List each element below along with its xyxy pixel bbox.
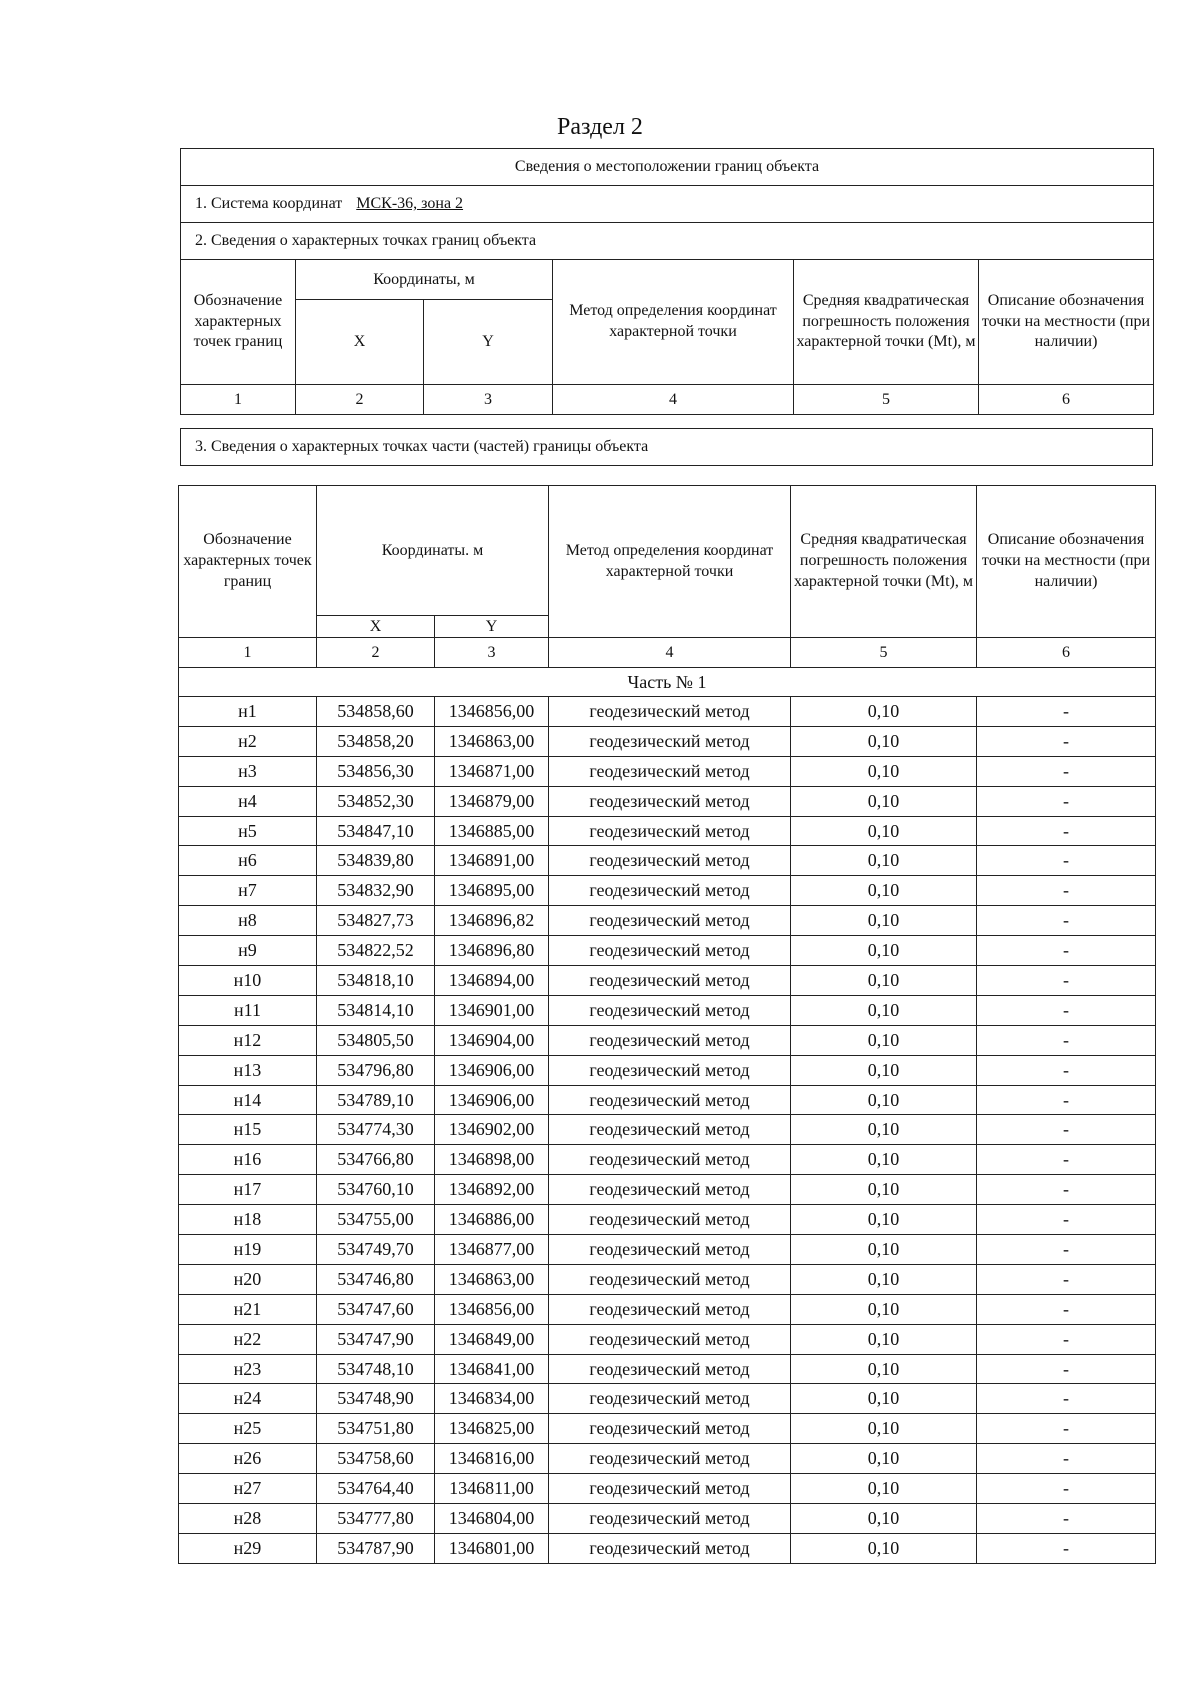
coord-x: 534755,00 bbox=[317, 1205, 435, 1235]
table-row bbox=[179, 936, 1156, 966]
coord-system-label: 1. Система координат bbox=[195, 195, 343, 212]
table-row bbox=[179, 1085, 1156, 1115]
coord-y: 1346871,00 bbox=[435, 756, 549, 786]
coord-x: 534818,10 bbox=[317, 966, 435, 996]
coord-x: 534805,50 bbox=[317, 1025, 435, 1055]
table-row bbox=[179, 995, 1156, 1025]
col-designation: Обозначение характерных точек границ bbox=[181, 260, 296, 385]
col-y: Y bbox=[424, 300, 553, 385]
method: геодезический метод bbox=[549, 1205, 791, 1235]
parts-header-table bbox=[180, 428, 1153, 466]
method: геодезический метод bbox=[549, 1264, 791, 1294]
point-id: н10 bbox=[179, 966, 317, 996]
coord-x: 534832,90 bbox=[317, 876, 435, 906]
error: 0,10 bbox=[791, 1175, 977, 1205]
coord-y: 1346885,00 bbox=[435, 816, 549, 846]
coord-x: 534748,10 bbox=[317, 1354, 435, 1384]
description: - bbox=[977, 995, 1156, 1025]
error: 0,10 bbox=[791, 756, 977, 786]
parts-header: 3. Сведения о характерных точках части (частей) границы объекта bbox=[181, 429, 1153, 466]
col-error: Средняя квадратическая погрешность положения характерной точки (Mt), м bbox=[794, 260, 979, 385]
coord-x: 534858,60 bbox=[317, 697, 435, 727]
table-row bbox=[179, 966, 1156, 996]
method: геодезический метод bbox=[549, 1533, 791, 1563]
point-id: н14 bbox=[179, 1085, 317, 1115]
table-row bbox=[179, 1533, 1156, 1563]
description: - bbox=[977, 1264, 1156, 1294]
method: геодезический метод bbox=[549, 726, 791, 756]
coord-y: 1346896,80 bbox=[435, 936, 549, 966]
table-row bbox=[179, 906, 1156, 936]
table-row bbox=[179, 1175, 1156, 1205]
col-num: 5 bbox=[791, 638, 977, 668]
col-num: 3 bbox=[424, 385, 553, 415]
coord-x: 534787,90 bbox=[317, 1533, 435, 1563]
col-y: Y bbox=[435, 616, 549, 638]
col-x: X bbox=[296, 300, 424, 385]
method: геодезический метод bbox=[549, 1055, 791, 1085]
point-id: н2 bbox=[179, 726, 317, 756]
error: 0,10 bbox=[791, 1145, 977, 1175]
coord-x: 534827,73 bbox=[317, 906, 435, 936]
table-row bbox=[179, 1264, 1156, 1294]
error: 0,10 bbox=[791, 1414, 977, 1444]
point-id: н23 bbox=[179, 1354, 317, 1384]
method: геодезический метод bbox=[549, 846, 791, 876]
error: 0,10 bbox=[791, 726, 977, 756]
col-method: Метод определения координат характерной точки bbox=[553, 260, 794, 385]
description: - bbox=[977, 1414, 1156, 1444]
col-coords: Координаты. м bbox=[317, 486, 549, 616]
point-id: н6 bbox=[179, 846, 317, 876]
col-x: X bbox=[317, 616, 435, 638]
point-id: н16 bbox=[179, 1145, 317, 1175]
coord-x: 534822,52 bbox=[317, 936, 435, 966]
points-header: 2. Сведения о характерных точках границ объекта bbox=[181, 223, 1154, 260]
error: 0,10 bbox=[791, 1205, 977, 1235]
coord-y: 1346906,00 bbox=[435, 1055, 549, 1085]
col-num: 4 bbox=[553, 385, 794, 415]
coord-x: 534839,80 bbox=[317, 846, 435, 876]
description: - bbox=[977, 1294, 1156, 1324]
method: геодезический метод bbox=[549, 1025, 791, 1055]
error: 0,10 bbox=[791, 1533, 977, 1563]
method: геодезический метод bbox=[549, 1115, 791, 1145]
coord-x: 534751,80 bbox=[317, 1414, 435, 1444]
table-row bbox=[179, 1145, 1156, 1175]
method: геодезический метод bbox=[549, 1324, 791, 1354]
method: геодезический метод bbox=[549, 1444, 791, 1474]
coord-y: 1346834,00 bbox=[435, 1384, 549, 1414]
point-id: н27 bbox=[179, 1474, 317, 1504]
section-title: Раздел 2 bbox=[557, 114, 643, 140]
error: 0,10 bbox=[791, 786, 977, 816]
table-row bbox=[179, 1504, 1156, 1534]
description: - bbox=[977, 1354, 1156, 1384]
description: - bbox=[977, 726, 1156, 756]
coord-y: 1346904,00 bbox=[435, 1025, 549, 1055]
col-error: Средняя квадратическая погрешность положения характерной точки (Mt), м bbox=[791, 486, 977, 638]
location-header: Сведения о местоположении границ объекта bbox=[181, 149, 1154, 186]
error: 0,10 bbox=[791, 1324, 977, 1354]
method: геодезический метод bbox=[549, 1145, 791, 1175]
point-id: н18 bbox=[179, 1205, 317, 1235]
coord-y: 1346801,00 bbox=[435, 1533, 549, 1563]
description: - bbox=[977, 1115, 1156, 1145]
coord-x: 534856,30 bbox=[317, 756, 435, 786]
table-row bbox=[179, 1025, 1156, 1055]
description: - bbox=[977, 756, 1156, 786]
method: геодезический метод bbox=[549, 786, 791, 816]
method: геодезический метод bbox=[549, 697, 791, 727]
error: 0,10 bbox=[791, 1235, 977, 1265]
table-row bbox=[179, 1115, 1156, 1145]
method: геодезический метод bbox=[549, 1354, 791, 1384]
point-id: н9 bbox=[179, 936, 317, 966]
description: - bbox=[977, 966, 1156, 996]
coord-y: 1346811,00 bbox=[435, 1474, 549, 1504]
error: 0,10 bbox=[791, 906, 977, 936]
table-row bbox=[179, 786, 1156, 816]
table-row bbox=[179, 726, 1156, 756]
point-id: н13 bbox=[179, 1055, 317, 1085]
coord-y: 1346895,00 bbox=[435, 876, 549, 906]
coord-x: 534748,90 bbox=[317, 1384, 435, 1414]
point-id: н8 bbox=[179, 906, 317, 936]
coord-x: 534852,30 bbox=[317, 786, 435, 816]
error: 0,10 bbox=[791, 1474, 977, 1504]
error: 0,10 bbox=[791, 876, 977, 906]
coord-y: 1346901,00 bbox=[435, 995, 549, 1025]
coord-y: 1346804,00 bbox=[435, 1504, 549, 1534]
method: геодезический метод bbox=[549, 1294, 791, 1324]
table-row bbox=[179, 1354, 1156, 1384]
coord-x: 534747,90 bbox=[317, 1324, 435, 1354]
method: геодезический метод bbox=[549, 876, 791, 906]
col-num: 5 bbox=[794, 385, 979, 415]
coord-y: 1346841,00 bbox=[435, 1354, 549, 1384]
coord-x: 534796,80 bbox=[317, 1055, 435, 1085]
description: - bbox=[977, 1175, 1156, 1205]
table-row bbox=[179, 846, 1156, 876]
point-id: н4 bbox=[179, 786, 317, 816]
point-id: н17 bbox=[179, 1175, 317, 1205]
table-row bbox=[179, 1235, 1156, 1265]
col-description: Описание обозначения точки на местности (при наличии) bbox=[979, 260, 1154, 385]
point-id: н5 bbox=[179, 816, 317, 846]
col-num: 6 bbox=[979, 385, 1154, 415]
col-designation: Обозначение характерных точек границ bbox=[179, 486, 317, 638]
table-row bbox=[179, 1414, 1156, 1444]
point-id: н7 bbox=[179, 876, 317, 906]
col-num: 2 bbox=[296, 385, 424, 415]
method: геодезический метод bbox=[549, 906, 791, 936]
coord-system-row bbox=[181, 186, 1154, 223]
point-id: н11 bbox=[179, 995, 317, 1025]
description: - bbox=[977, 1533, 1156, 1563]
col-num: 6 bbox=[977, 638, 1156, 668]
error: 0,10 bbox=[791, 1504, 977, 1534]
description: - bbox=[977, 1504, 1156, 1534]
table-row bbox=[179, 1444, 1156, 1474]
method: геодезический метод bbox=[549, 756, 791, 786]
error: 0,10 bbox=[791, 697, 977, 727]
part-points-table bbox=[178, 485, 1156, 1564]
col-coords: Координаты, м bbox=[296, 260, 553, 300]
error: 0,10 bbox=[791, 1384, 977, 1414]
method: геодезический метод bbox=[549, 1175, 791, 1205]
description: - bbox=[977, 1145, 1156, 1175]
point-id: н20 bbox=[179, 1264, 317, 1294]
method: геодезический метод bbox=[549, 1384, 791, 1414]
table-row bbox=[179, 1205, 1156, 1235]
coord-y: 1346825,00 bbox=[435, 1414, 549, 1444]
coord-y: 1346906,00 bbox=[435, 1085, 549, 1115]
table-row bbox=[179, 1324, 1156, 1354]
table-row bbox=[179, 876, 1156, 906]
col-description: Описание обозначения точки на местности (при наличии) bbox=[977, 486, 1156, 638]
error: 0,10 bbox=[791, 816, 977, 846]
coord-y: 1346879,00 bbox=[435, 786, 549, 816]
coord-x: 534746,80 bbox=[317, 1264, 435, 1294]
error: 0,10 bbox=[791, 936, 977, 966]
error: 0,10 bbox=[791, 995, 977, 1025]
col-num: 3 bbox=[435, 638, 549, 668]
coord-y: 1346863,00 bbox=[435, 1264, 549, 1294]
point-id: н29 bbox=[179, 1533, 317, 1563]
col-method: Метод определения координат характерной точки bbox=[549, 486, 791, 638]
point-id: н12 bbox=[179, 1025, 317, 1055]
coord-y: 1346856,00 bbox=[435, 1294, 549, 1324]
table-row bbox=[179, 697, 1156, 727]
method: геодезический метод bbox=[549, 1504, 791, 1534]
rows-body bbox=[179, 697, 1156, 1564]
table-row bbox=[179, 756, 1156, 786]
coord-x: 534760,10 bbox=[317, 1175, 435, 1205]
error: 0,10 bbox=[791, 1444, 977, 1474]
coord-x: 534758,60 bbox=[317, 1444, 435, 1474]
table-row bbox=[179, 1294, 1156, 1324]
description: - bbox=[977, 786, 1156, 816]
coord-y: 1346892,00 bbox=[435, 1175, 549, 1205]
point-id: н15 bbox=[179, 1115, 317, 1145]
coord-y: 1346816,00 bbox=[435, 1444, 549, 1474]
table-row bbox=[179, 816, 1156, 846]
method: геодезический метод bbox=[549, 1235, 791, 1265]
coord-y: 1346886,00 bbox=[435, 1205, 549, 1235]
method: геодезический метод bbox=[549, 1085, 791, 1115]
coord-y: 1346902,00 bbox=[435, 1115, 549, 1145]
error: 0,10 bbox=[791, 1085, 977, 1115]
description: - bbox=[977, 1324, 1156, 1354]
method: геодезический метод bbox=[549, 936, 791, 966]
point-id: н28 bbox=[179, 1504, 317, 1534]
description: - bbox=[977, 1085, 1156, 1115]
method: геодезический метод bbox=[549, 1414, 791, 1444]
col-num: 4 bbox=[549, 638, 791, 668]
table-row bbox=[179, 1055, 1156, 1085]
error: 0,10 bbox=[791, 1115, 977, 1145]
coord-x: 534789,10 bbox=[317, 1085, 435, 1115]
coord-y: 1346894,00 bbox=[435, 966, 549, 996]
coord-y: 1346891,00 bbox=[435, 846, 549, 876]
coord-y: 1346898,00 bbox=[435, 1145, 549, 1175]
coord-x: 534766,80 bbox=[317, 1145, 435, 1175]
point-id: н1 bbox=[179, 697, 317, 727]
description: - bbox=[977, 1384, 1156, 1414]
description: - bbox=[977, 1444, 1156, 1474]
description: - bbox=[977, 876, 1156, 906]
point-id: н24 bbox=[179, 1384, 317, 1414]
point-id: н19 bbox=[179, 1235, 317, 1265]
coord-x: 534777,80 bbox=[317, 1504, 435, 1534]
description: - bbox=[977, 816, 1156, 846]
table-row bbox=[179, 1384, 1156, 1414]
coord-x: 534814,10 bbox=[317, 995, 435, 1025]
part-title: Часть № 1 bbox=[179, 668, 1156, 697]
coord-x: 534747,60 bbox=[317, 1294, 435, 1324]
description: - bbox=[977, 846, 1156, 876]
coord-system-value: МСК-36, зона 2 bbox=[356, 195, 464, 212]
boundary-info-table bbox=[180, 148, 1154, 415]
error: 0,10 bbox=[791, 1055, 977, 1085]
point-id: н3 bbox=[179, 756, 317, 786]
error: 0,10 bbox=[791, 1354, 977, 1384]
point-id: н22 bbox=[179, 1324, 317, 1354]
description: - bbox=[977, 1205, 1156, 1235]
error: 0,10 bbox=[791, 966, 977, 996]
method: геодезический метод bbox=[549, 966, 791, 996]
coord-y: 1346896,82 bbox=[435, 906, 549, 936]
coord-x: 534858,20 bbox=[317, 726, 435, 756]
error: 0,10 bbox=[791, 1264, 977, 1294]
col-num: 1 bbox=[179, 638, 317, 668]
description: - bbox=[977, 1025, 1156, 1055]
coord-x: 534764,40 bbox=[317, 1474, 435, 1504]
method: геодезический метод bbox=[549, 995, 791, 1025]
coord-y: 1346863,00 bbox=[435, 726, 549, 756]
coord-y: 1346877,00 bbox=[435, 1235, 549, 1265]
method: геодезический метод bbox=[549, 1474, 791, 1504]
coord-x: 534847,10 bbox=[317, 816, 435, 846]
description: - bbox=[977, 697, 1156, 727]
coord-y: 1346856,00 bbox=[435, 697, 549, 727]
description: - bbox=[977, 936, 1156, 966]
error: 0,10 bbox=[791, 846, 977, 876]
col-num: 2 bbox=[317, 638, 435, 668]
point-id: н26 bbox=[179, 1444, 317, 1474]
point-id: н25 bbox=[179, 1414, 317, 1444]
coord-x: 534749,70 bbox=[317, 1235, 435, 1265]
point-id: н21 bbox=[179, 1294, 317, 1324]
coord-y: 1346849,00 bbox=[435, 1324, 549, 1354]
table-row bbox=[179, 1474, 1156, 1504]
error: 0,10 bbox=[791, 1294, 977, 1324]
description: - bbox=[977, 1235, 1156, 1265]
col-num: 1 bbox=[181, 385, 296, 415]
description: - bbox=[977, 906, 1156, 936]
description: - bbox=[977, 1055, 1156, 1085]
method: геодезический метод bbox=[549, 816, 791, 846]
error: 0,10 bbox=[791, 1025, 977, 1055]
coord-x: 534774,30 bbox=[317, 1115, 435, 1145]
description: - bbox=[977, 1474, 1156, 1504]
